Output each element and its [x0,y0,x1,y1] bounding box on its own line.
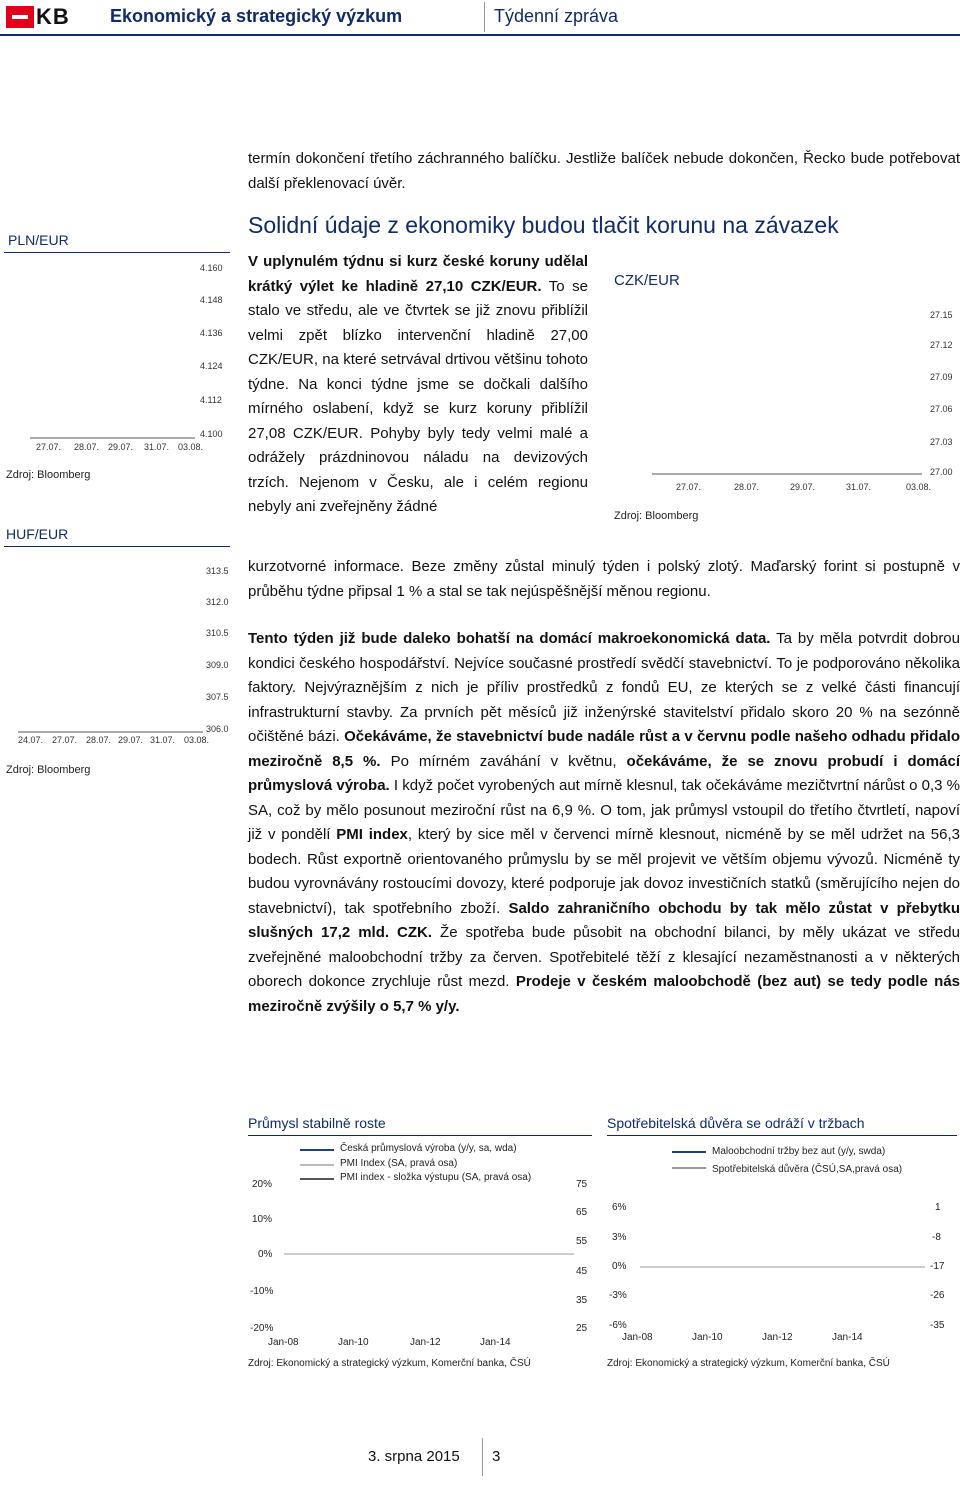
chart-right-yleft-tick: 3% [612,1232,627,1243]
huf-xtick: 24.07. [18,735,44,745]
para1-bold: V uplynulém týdnu si kurz české koruny udělal krátký výlet ke hladině 27,10 CZK/EUR. [248,253,588,295]
huf-xtick: 03.08. [184,735,210,745]
p2-s6: I když počet vyrobených aut mírně klesnul, tak očekáváme mezičtvrtní nárůst o 0,3 % SA, což by mělo posunout meziroční růst na 6,9 %. O tom, jak průmysl vstoupil do třetího čtvrtletí, napoví již v pondělí [248,777,960,843]
chart-left-axis [284,1186,574,1334]
pln-xtick: 31.07. [144,442,170,452]
p2-s8: , který by sice měl v červenci mírně klesnout, nicméně by se měl udržet na 56,3 bodech. Růst exportně orientovaného průmyslu by se měl projevit ve větším objemu vývozů. Nicméně ty budou vyrovnávány rostoucími dovozy, které podporuje jak dovoz investičních statků (směrujícího nejen do stavebnictví), tak spotřebního zboží. [248,826,960,917]
chart-left-yright-tick: 25 [576,1323,588,1334]
pln-ytick: 4.112 [200,395,222,405]
pln-eur-axis [30,262,195,442]
chart-right-xtick: Jan-12 [762,1332,793,1343]
czk-xtick: 29.07. [790,482,816,492]
czk-ytick: 27.12 [930,340,953,350]
pln-xtick: 27.07. [36,442,62,452]
chart-left-xtick: Jan-08 [268,1337,299,1348]
chart-right-yright-tick: -26 [930,1290,945,1301]
chart-right-yright-tick: -17 [930,1261,945,1272]
p2-s3: Očekáváme, že stavebnictví bude nadále růst a v červnu podle našeho odhadu přidalo meziročně 8,5 %. [248,728,960,770]
chart-left-rule [248,1135,592,1136]
czk-ytick: 27.03 [930,437,953,447]
chart-left-source: Zdroj: Ekonomický a strategický výzkum, Komerční banka, ČSÚ [248,1358,531,1369]
p2-s10: Že spotřeba bude působit na obchodní bilanci, by měly ukázat ve středu zveřejněné maloobchodní tržby za červen. Spotřebitelé těží z klesající nezaměstnanosti a v některých oborech dokonce zrychluje růst mezd. [248,924,960,990]
pln-eur-rule [4,252,230,253]
pln-ytick: 4.160 [200,263,223,273]
chart-right-yleft-tick: -6% [609,1320,627,1331]
czk-eur-label: CZK/EUR [614,272,680,289]
czk-ytick: 27.00 [930,467,953,477]
chart-left-legend-item: PMI Index (SA, pravá osa) [340,1158,458,1169]
chart-left-yleft-tick: 10% [252,1214,273,1225]
chart-left-xtick: Jan-12 [410,1337,441,1348]
pln-xtick: 03.08. [178,442,204,452]
footer-separator [482,1438,483,1476]
czk-eur-axis [652,310,922,480]
huf-eur-axis [18,560,203,735]
chart-left-yleft-tick: 0% [258,1249,273,1260]
header-rule [0,34,960,36]
header-subtitle: Týdenní zpráva [494,6,619,26]
p2-s4: Po mírném zaváhání v květnu, [380,752,627,770]
kb-logo-icon [6,6,34,28]
chart-right-xtick: Jan-08 [622,1332,653,1343]
pln-source: Zdroj: Bloomberg [6,469,91,481]
section-title: Solidní údaje z ekonomiky budou tlačit korunu na závazek [248,212,839,238]
czk-ytick: 27.06 [930,404,953,414]
pln-xtick: 29.07. [108,442,134,452]
chart-right-yright-tick: 1 [935,1202,941,1213]
chart-right-yleft-tick: -3% [609,1290,627,1301]
section-paragraph-narrow [248,250,588,520]
chart-right-yright-tick: -8 [932,1232,941,1243]
huf-ytick: 313.5 [206,566,229,576]
chart-right-yleft-tick: 6% [612,1202,627,1213]
chart-left-legend-item: PMI index - složka výstupu (SA, pravá osa) [340,1172,532,1183]
chart-left-yright-tick: 35 [576,1295,588,1306]
chart-right-xtick: Jan-14 [832,1332,863,1343]
chart-left-legend-swatches [300,1142,336,1186]
huf-xtick: 27.07. [52,735,78,745]
header-divider [484,2,485,32]
huf-eur-label: HUF/EUR [6,526,69,542]
chart-right-title: Spotřebitelská důvěra se odráží v tržbach [607,1115,865,1131]
huf-ytick: 309.0 [206,660,229,670]
chart-left-xtick: Jan-10 [338,1337,369,1348]
huf-source: Zdroj: Bloomberg [6,764,91,776]
chart-left-yleft-tick: -20% [250,1323,274,1334]
p2-s5: očekáváme, že se znovu probudí i domácí průmyslová výroba. [248,752,960,794]
huf-ytick: 310.5 [206,628,229,638]
pln-ytick: 4.100 [200,429,223,439]
pln-xtick: 28.07. [74,442,100,452]
chart-left-xtick: Jan-14 [480,1337,511,1348]
chart-right-legend-item: Spotřebitelská důvěra (ČSÚ,SA,pravá osa) [712,1164,903,1175]
para1-rest: To se stalo ve středu, ale ve čtvrtek se již znovu přiblížil velmi zpět blízko intervenční hladině 27,00 CZK/EUR, na které setrvával drtivou většinu tohoto týdne. Na konci týdne jsme se dočkali dalšího mírného oslabení, když se kurz koruny přiblížil 27,08 CZK/EUR. Pohyby byly tedy velmi malé a odrážely prázdninovou náladu na devizových trzích. Nejenom v Česku, ale i celém regionu nebyly ani zveřejněny žádné [248,277,588,515]
czk-ytick: 27.15 [930,310,953,320]
czk-xtick: 27.07. [676,482,702,492]
p2-s7: PMI index [336,826,408,843]
section-paragraph-wide: kurzotvorné informace. Beze změny zůstal minulý týden i polský zlotý. Maďarský forint si postupně v průběhu týdne připsal 1 % a stal se tak nejúspěšnější měnou regionu. [248,558,960,600]
pln-ytick: 4.136 [200,328,223,338]
chart-left-yright-tick: 45 [576,1266,588,1277]
p2-s1: Tento týden již bude daleko bohatší na domácí makroekonomická data. [248,630,771,647]
czk-xtick: 03.08. [906,482,932,492]
p2-s9: Saldo zahraničního obchodu by tak mělo zůstat v přebytku slušných 17,2 mld. CZK. [248,899,960,941]
chart-right-xtick: Jan-10 [692,1332,723,1343]
huf-ytick: 306.0 [206,724,229,734]
chart-left-yleft-tick: 20% [252,1179,273,1190]
page-number: 3 [492,1448,501,1465]
chart-left-yright-tick: 55 [576,1236,588,1247]
huf-ytick: 312.0 [206,597,229,607]
chart-left-yright-tick: 75 [576,1179,588,1190]
chart-right-legend-swatches [672,1148,708,1172]
czk-ytick: 27.09 [930,372,953,382]
chart-left-yleft-tick: -10% [250,1286,274,1297]
chart-right-axis [640,1196,925,1331]
p2-s2: Ta by měla potvrdit dobrou kondici českého hospodářství. Nejvíce současné prostředí svědčí stavebnictví. To je podporováno několika faktory. Nejvýraznějším z nich je příliv prostředků z fondů EU, ze kterých se z velké části financují infrastrukturní stavby. Za prvních pět měsíců již inženýrské stavitelství přidalo skoro 20 % na sezónně očištěné bázi. [248,630,960,745]
chart-right-yleft-tick: 0% [612,1261,627,1272]
czk-xtick: 31.07. [846,482,872,492]
chart-left-legend-item: Česká průmyslová výroba (y/y, sa, wda) [340,1143,517,1154]
pln-eur-label: PLN/EUR [8,232,69,248]
huf-xtick: 28.07. [86,735,112,745]
chart-right-source: Zdroj: Ekonomický a strategický výzkum, Komerční banka, ČSÚ [607,1358,890,1369]
macro-paragraph [248,627,960,1019]
huf-ytick: 307.5 [206,692,229,702]
pln-ytick: 4.124 [200,361,223,371]
chart-left-title: Průmysl stabilně roste [248,1115,386,1131]
footer-date: 3. srpna 2015 [368,1448,460,1465]
czk-source: Zdroj: Bloomberg [614,510,699,522]
intro-paragraph: termín dokončení třetího záchranného balíčku. Jestliže balíček nebude dokončen, Řecko bude potřebovat další překlenovací úvěr. [248,150,960,192]
huf-eur-rule [4,546,230,547]
chart-right-legend-item: Maloobchodní tržby bez aut (y/y, swda) [712,1146,886,1157]
chart-right-yright-tick: -35 [930,1320,945,1331]
huf-xtick: 31.07. [150,735,176,745]
chart-left-yright-tick: 65 [576,1207,588,1218]
logo-text: KB [36,4,70,29]
header-title: Ekonomický a strategický výzkum [110,6,403,26]
czk-xtick: 28.07. [734,482,760,492]
huf-xtick: 29.07. [118,735,144,745]
p2-s11: Prodeje v českém maloobchodě (bez aut) se tedy podle nás meziročně zvýšily o 5,7 % y/y. [248,973,960,1015]
pln-ytick: 4.148 [200,295,223,305]
chart-right-rule [607,1135,957,1136]
